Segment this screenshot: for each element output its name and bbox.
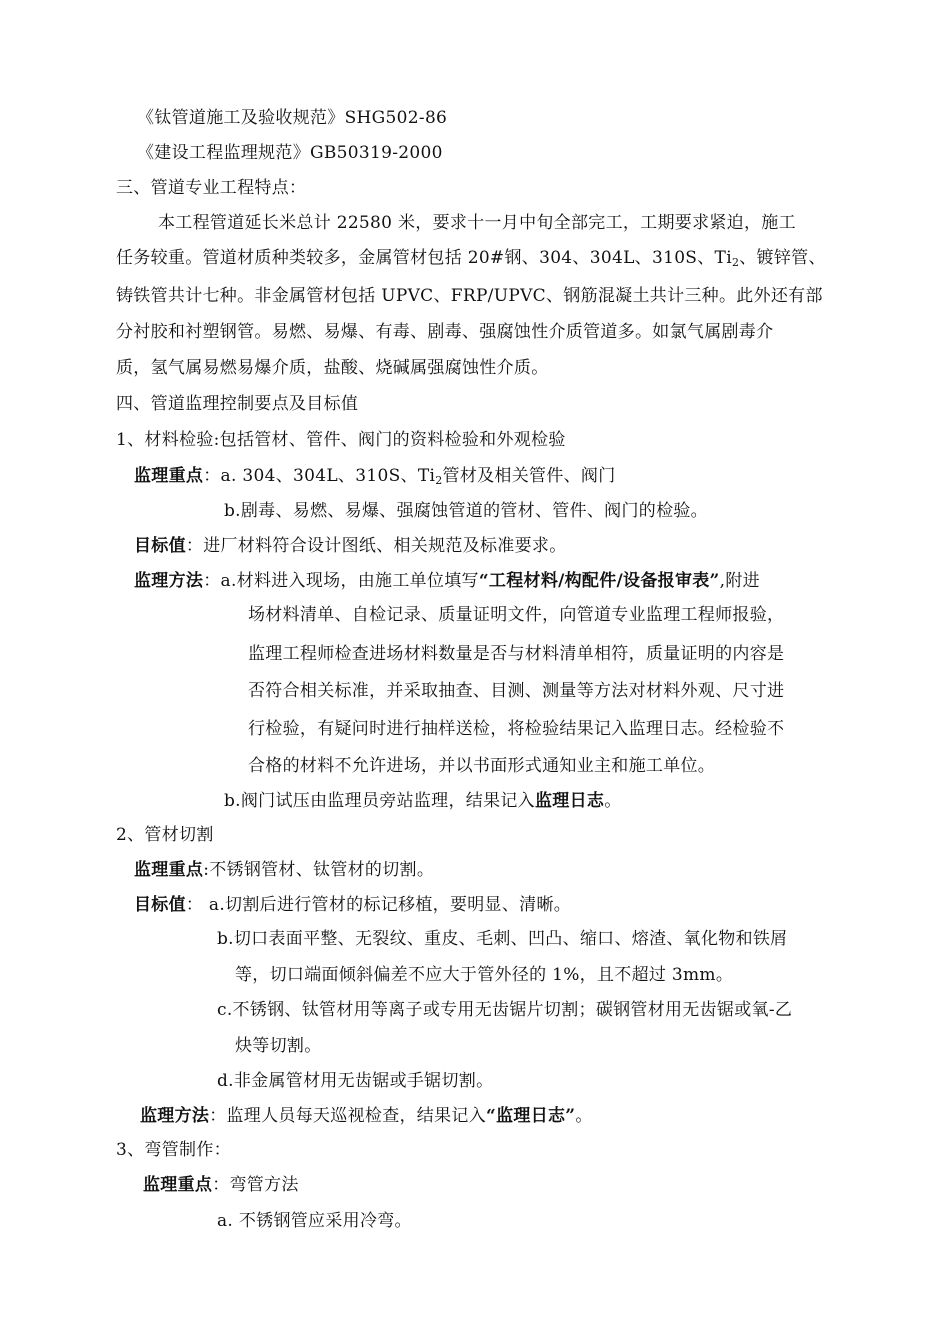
- method-text: 。: [604, 791, 622, 811]
- subscript: 2: [731, 256, 740, 269]
- subsection-2-target-d: d.非金属管材用无齿锯或手锯切割。: [217, 1071, 494, 1091]
- section-4-heading: 四、管道监理控制要点及目标值: [116, 394, 359, 414]
- subsection-1-focus: [134, 464, 616, 488]
- method-text: 。: [575, 1106, 593, 1126]
- subsection-2-target-b-line-2: 等，切口端面倾斜偏差不应大于管外径的 1%，且不超过 3mm。: [235, 965, 734, 985]
- subsection-1-method-line-2: 场材料清单、自检记录、质量证明文件，向管道专业监理工程师报验，: [248, 605, 785, 625]
- focus-text: :不锈钢管材、钛管材的切割。: [203, 860, 435, 880]
- subsection-3-item-a: a. 不锈钢管应采用冷弯。: [217, 1211, 412, 1231]
- subsection-1-target: [134, 534, 567, 558]
- log-name: 监理日志: [535, 791, 605, 811]
- subscript: 2: [435, 474, 443, 487]
- subsection-1-method-line-6: 合格的材料不允许进场，并以书面形式通知业主和施工单位。: [248, 756, 716, 776]
- subsection-3-title: 3、弯管制作：: [116, 1140, 231, 1160]
- section-3-paragraph-line-3: 铸铁管共计七种。非金属管材包括 UPVC、FRP/UPVC、钢筋混凝土共计三种。此外还有部: [116, 286, 823, 306]
- subsection-2-target-c-line-1: c.不锈钢、钛管材用等离子或专用无齿锯片切割；碳钢管材用无齿锯或氧-乙: [217, 1000, 793, 1020]
- method-text: ：a.材料进入现场，由施工单位填写: [203, 571, 479, 591]
- focus-label: 监理重点: [134, 860, 204, 880]
- method-text: b.阀门试压由监理员旁站监理，结果记入: [224, 791, 535, 811]
- subsection-1-title: 1、材料检验:包括管材、管件、阀门的资料检验和外观检验: [116, 430, 566, 450]
- subsection-2-title: 2、管材切割: [116, 825, 214, 845]
- paragraph-text: 、镀锌管、: [739, 248, 826, 268]
- subsection-1-method-line-4: 否符合相关标准，并采取抽查、目测、测量等方法对材料外观、尺寸进: [248, 681, 785, 701]
- section-3-paragraph-line-4: 分衬胶和衬塑钢管。易燃、易爆、有毒、剧毒、强腐蚀性介质管道多。如氯气属剧毒介: [116, 322, 774, 342]
- focus-label: 监理重点: [143, 1175, 213, 1195]
- reference-line-1: 《钛管道施工及验收规范》SHG502-86: [137, 108, 448, 128]
- focus-text: ：弯管方法: [212, 1175, 299, 1195]
- subsection-2-target-b-line-1: b.切口表面平整、无裂纹、重皮、毛刺、凹凸、缩口、熔渣、氧化物和铁屑: [217, 929, 788, 949]
- section-3-paragraph-line-5: 质，氢气属易燃易爆介质，盐酸、烧碱属强腐蚀性介质。: [116, 358, 549, 378]
- subsection-2-target-a: [134, 893, 571, 917]
- target-text: ： a.切割后进行管材的标记移植，要明显、清晰。: [185, 895, 572, 915]
- subsection-3-focus: [143, 1173, 299, 1197]
- subsection-1-method-a: [134, 569, 760, 593]
- subsection-2-focus: [134, 858, 434, 882]
- subsection-1-method-b: [224, 789, 622, 813]
- section-3-paragraph-line-2: [116, 246, 826, 270]
- focus-label: 监理重点: [134, 466, 204, 486]
- form-name: “工程材料/构配件/设备报审表”: [478, 571, 720, 591]
- method-text: ,附进: [719, 571, 760, 591]
- subsection-2-target-c-line-2: 炔等切割。: [235, 1036, 322, 1056]
- focus-text: 管材及相关管件、阀门: [442, 466, 616, 486]
- target-text: ：进厂材料符合设计图纸、相关规范及标准要求。: [185, 536, 567, 556]
- method-label: 监理方法: [140, 1106, 210, 1126]
- target-label: 目标值: [134, 895, 186, 915]
- paragraph-text: 任务较重。管道材质种类较多，金属管材包括 20#钢、304、304L、310S、Ti: [116, 248, 732, 268]
- method-text: ：监理人员每天巡视检查，结果记入: [209, 1106, 487, 1126]
- log-name: “监理日志”: [486, 1106, 576, 1126]
- reference-line-2: 《建设工程监理规范》GB50319-2000: [137, 143, 443, 163]
- section-3-heading: 三、管道专业工程特点：: [116, 178, 307, 198]
- focus-text: ：a. 304、304L、310S、Ti: [203, 466, 436, 486]
- subsection-1-focus-b: b.剧毒、易燃、易爆、强腐蚀管道的管材、管件、阀门的检验。: [224, 501, 708, 521]
- method-label: 监理方法: [134, 571, 204, 591]
- target-label: 目标值: [134, 536, 186, 556]
- subsection-2-method: [140, 1104, 593, 1128]
- section-3-paragraph-line-1: 本工程管道延长米总计 22580 米，要求十一月中旬全部完工，工期要求紧迫，施工: [158, 213, 796, 233]
- subsection-1-method-line-3: 监理工程师检查进场材料数量是否与材料清单相符，质量证明的内容是: [248, 644, 785, 664]
- subsection-1-method-line-5: 行检验，有疑问时进行抽样送检，将检验结果记入监理日志。经检验不: [248, 719, 785, 739]
